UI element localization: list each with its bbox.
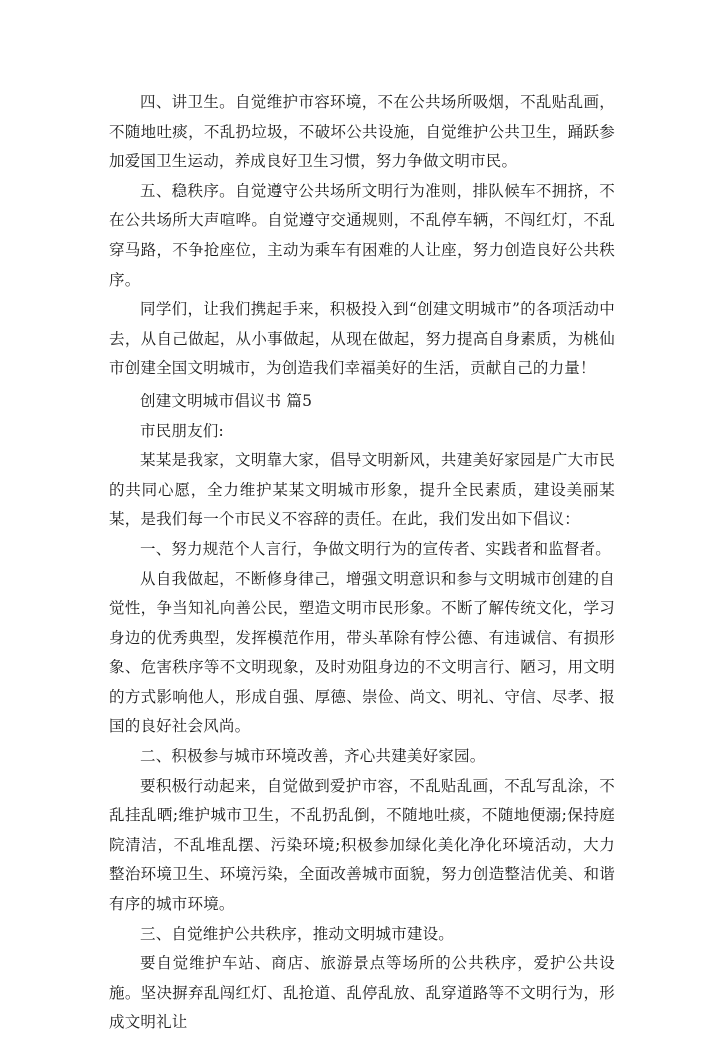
- point-one-heading: 一、努力规范个人言行，争做文明行为的宣传者、实践者和监督者。: [140, 539, 612, 558]
- paragraph-order: 五、稳秩序。自觉遵守公共场所文明行为准则，排队候车不拥挤，不在公共场所大声喧哗。自觉遵守交通规则，不乱停车辆，不闯红灯，不乱穿马路，不争抢座位，主动为乘车有困难的人让座，努力创造良好公共秩序。: [109, 181, 615, 289]
- section-title: 创建文明城市倡议书 篇5: [140, 391, 313, 410]
- paragraph-students-call: 同学们，让我们携起手来，积极投入到“创建文明城市”的各项活动中去，从自己做起，从小事做起，从现在做起，努力提高自身素质，为桃仙市创建全国文明城市，为创造我们幸福美好的生活，贡献自己的力量！: [109, 300, 615, 378]
- document-body: [109, 88, 615, 1038]
- paragraph-intro: 某某是我家，文明靠大家，倡导文明新风，共建美好家园是广大市民的共同心愿，全力维护某某文明城市形象，提升全民素质，建设美丽某某，是我们每一个市民义不容辞的责任。在此，我们发出如下倡议：: [109, 451, 615, 529]
- point-three-heading: 三、自觉维护公共秩序，推动文明城市建设。: [140, 924, 455, 943]
- point-two-heading: 二、积极参与城市环境改善，齐心共建美好家园。: [140, 747, 486, 766]
- point-one-body: 从自我做起，不断修身律己，增强文明意识和参与文明城市创建的自觉性，争当知礼向善公民，塑造文明市民形象。不断了解传统文化，学习身边的优秀典型，发挥模范作用，带头革除有悖公德、有违诚信、有损形象、危害秩序等不文明现象，及时劝阻身边的不文明言行、陋习，用文明的方式影响他人，形成自强、厚德、崇俭、尚文、明礼、守信、尽孝、报国的良好社会风尚。: [109, 569, 615, 736]
- point-three-body: 要自觉维护车站、商店、旅游景点等场所的公共秩序，爱护公共设施。坚决摒弃乱闯红灯、乱抢道、乱停乱放、乱穿道路等不文明行为，形成文明礼让: [109, 954, 615, 1032]
- paragraph-hygiene: 四、讲卫生。自觉维护市容环境，不在公共场所吸烟，不乱贴乱画，不随地吐痰，不乱扔垃圾，不破坏公共设施，自觉维护公共卫生，踊跃参加爱国卫生运动，养成良好卫生习惯，努力争做文明市民。: [109, 93, 615, 171]
- salutation: 市民朋友们:: [140, 421, 224, 440]
- point-two-body: 要积极行动起来，自觉做到爱护市容，不乱贴乱画，不乱写乱涂，不乱挂乱晒;维护城市卫生，不乱扔乱倒，不随地吐痰，不随地便溺;保持庭院清洁，不乱堆乱摆、污染环境;积极参加绿化美化净化环境活动，大力整治环境卫生、环境污染，全面改善城市面貌，努力创造整洁优美、和谐有序的城市环境。: [109, 776, 615, 914]
